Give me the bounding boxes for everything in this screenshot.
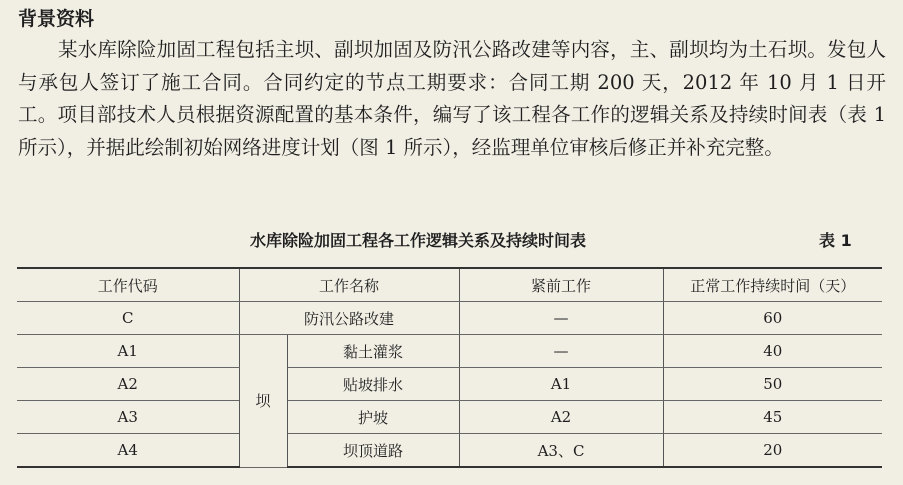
cell-predecessor: A3、C bbox=[459, 434, 663, 468]
table-row bbox=[17, 434, 882, 468]
table-row bbox=[17, 401, 882, 434]
cell-code: A2 bbox=[17, 368, 239, 401]
cell-name: 防汛公路改建 bbox=[239, 302, 459, 335]
table-title: 水库除险加固工程各工作逻辑关系及持续时间表 bbox=[250, 231, 587, 250]
section-heading: 背景资料 bbox=[18, 8, 95, 30]
cell-code: A3 bbox=[17, 401, 239, 434]
table-number: 表 1 bbox=[819, 231, 852, 250]
group-label-dam: 坝 bbox=[239, 335, 287, 468]
header-code: 工作代码 bbox=[17, 268, 239, 302]
cell-name: 护坡 bbox=[287, 401, 459, 434]
header-duration: 正常工作持续时间（天） bbox=[663, 268, 882, 302]
cell-code: C bbox=[17, 302, 239, 335]
cell-name: 坝顶道路 bbox=[287, 434, 459, 468]
cell-code: A1 bbox=[17, 335, 239, 368]
header-name: 工作名称 bbox=[239, 268, 459, 302]
cell-predecessor: A1 bbox=[459, 368, 663, 401]
cell-code: A4 bbox=[17, 434, 239, 468]
cell-predecessor: A2 bbox=[459, 401, 663, 434]
table-row bbox=[17, 302, 882, 335]
cell-duration: 45 bbox=[663, 401, 882, 434]
header-predecessor: 紧前工作 bbox=[459, 268, 663, 302]
cell-duration: 20 bbox=[663, 434, 882, 468]
cell-predecessor: — bbox=[459, 302, 663, 335]
cell-name: 黏土灌浆 bbox=[287, 335, 459, 368]
background-paragraph: 某水库除险加固工程包括主坝、副坝加固及防汛公路改建等内容，主、副坝均为土石坝。发包人与承包人签订了施工合同。合同约定的节点工期要求：合同工期 200 天，2012 年 10 月 1 日开工。项目部技术人员根据资源配置的基本条件，编写了该工程各工作的逻辑关系及持续时间表（表 1 所示），并据此绘制初始网络进度计划（图 1 所示），经监理单位审核后修正并补充完整。 bbox=[18, 38, 886, 159]
table-row bbox=[17, 368, 882, 401]
table-row bbox=[17, 335, 882, 368]
cell-name: 贴坡排水 bbox=[287, 368, 459, 401]
table-header-row bbox=[17, 268, 882, 302]
work-table bbox=[17, 267, 882, 468]
cell-duration: 60 bbox=[663, 302, 882, 335]
cell-duration: 50 bbox=[663, 368, 882, 401]
cell-duration: 40 bbox=[663, 335, 882, 368]
cell-predecessor: — bbox=[459, 335, 663, 368]
